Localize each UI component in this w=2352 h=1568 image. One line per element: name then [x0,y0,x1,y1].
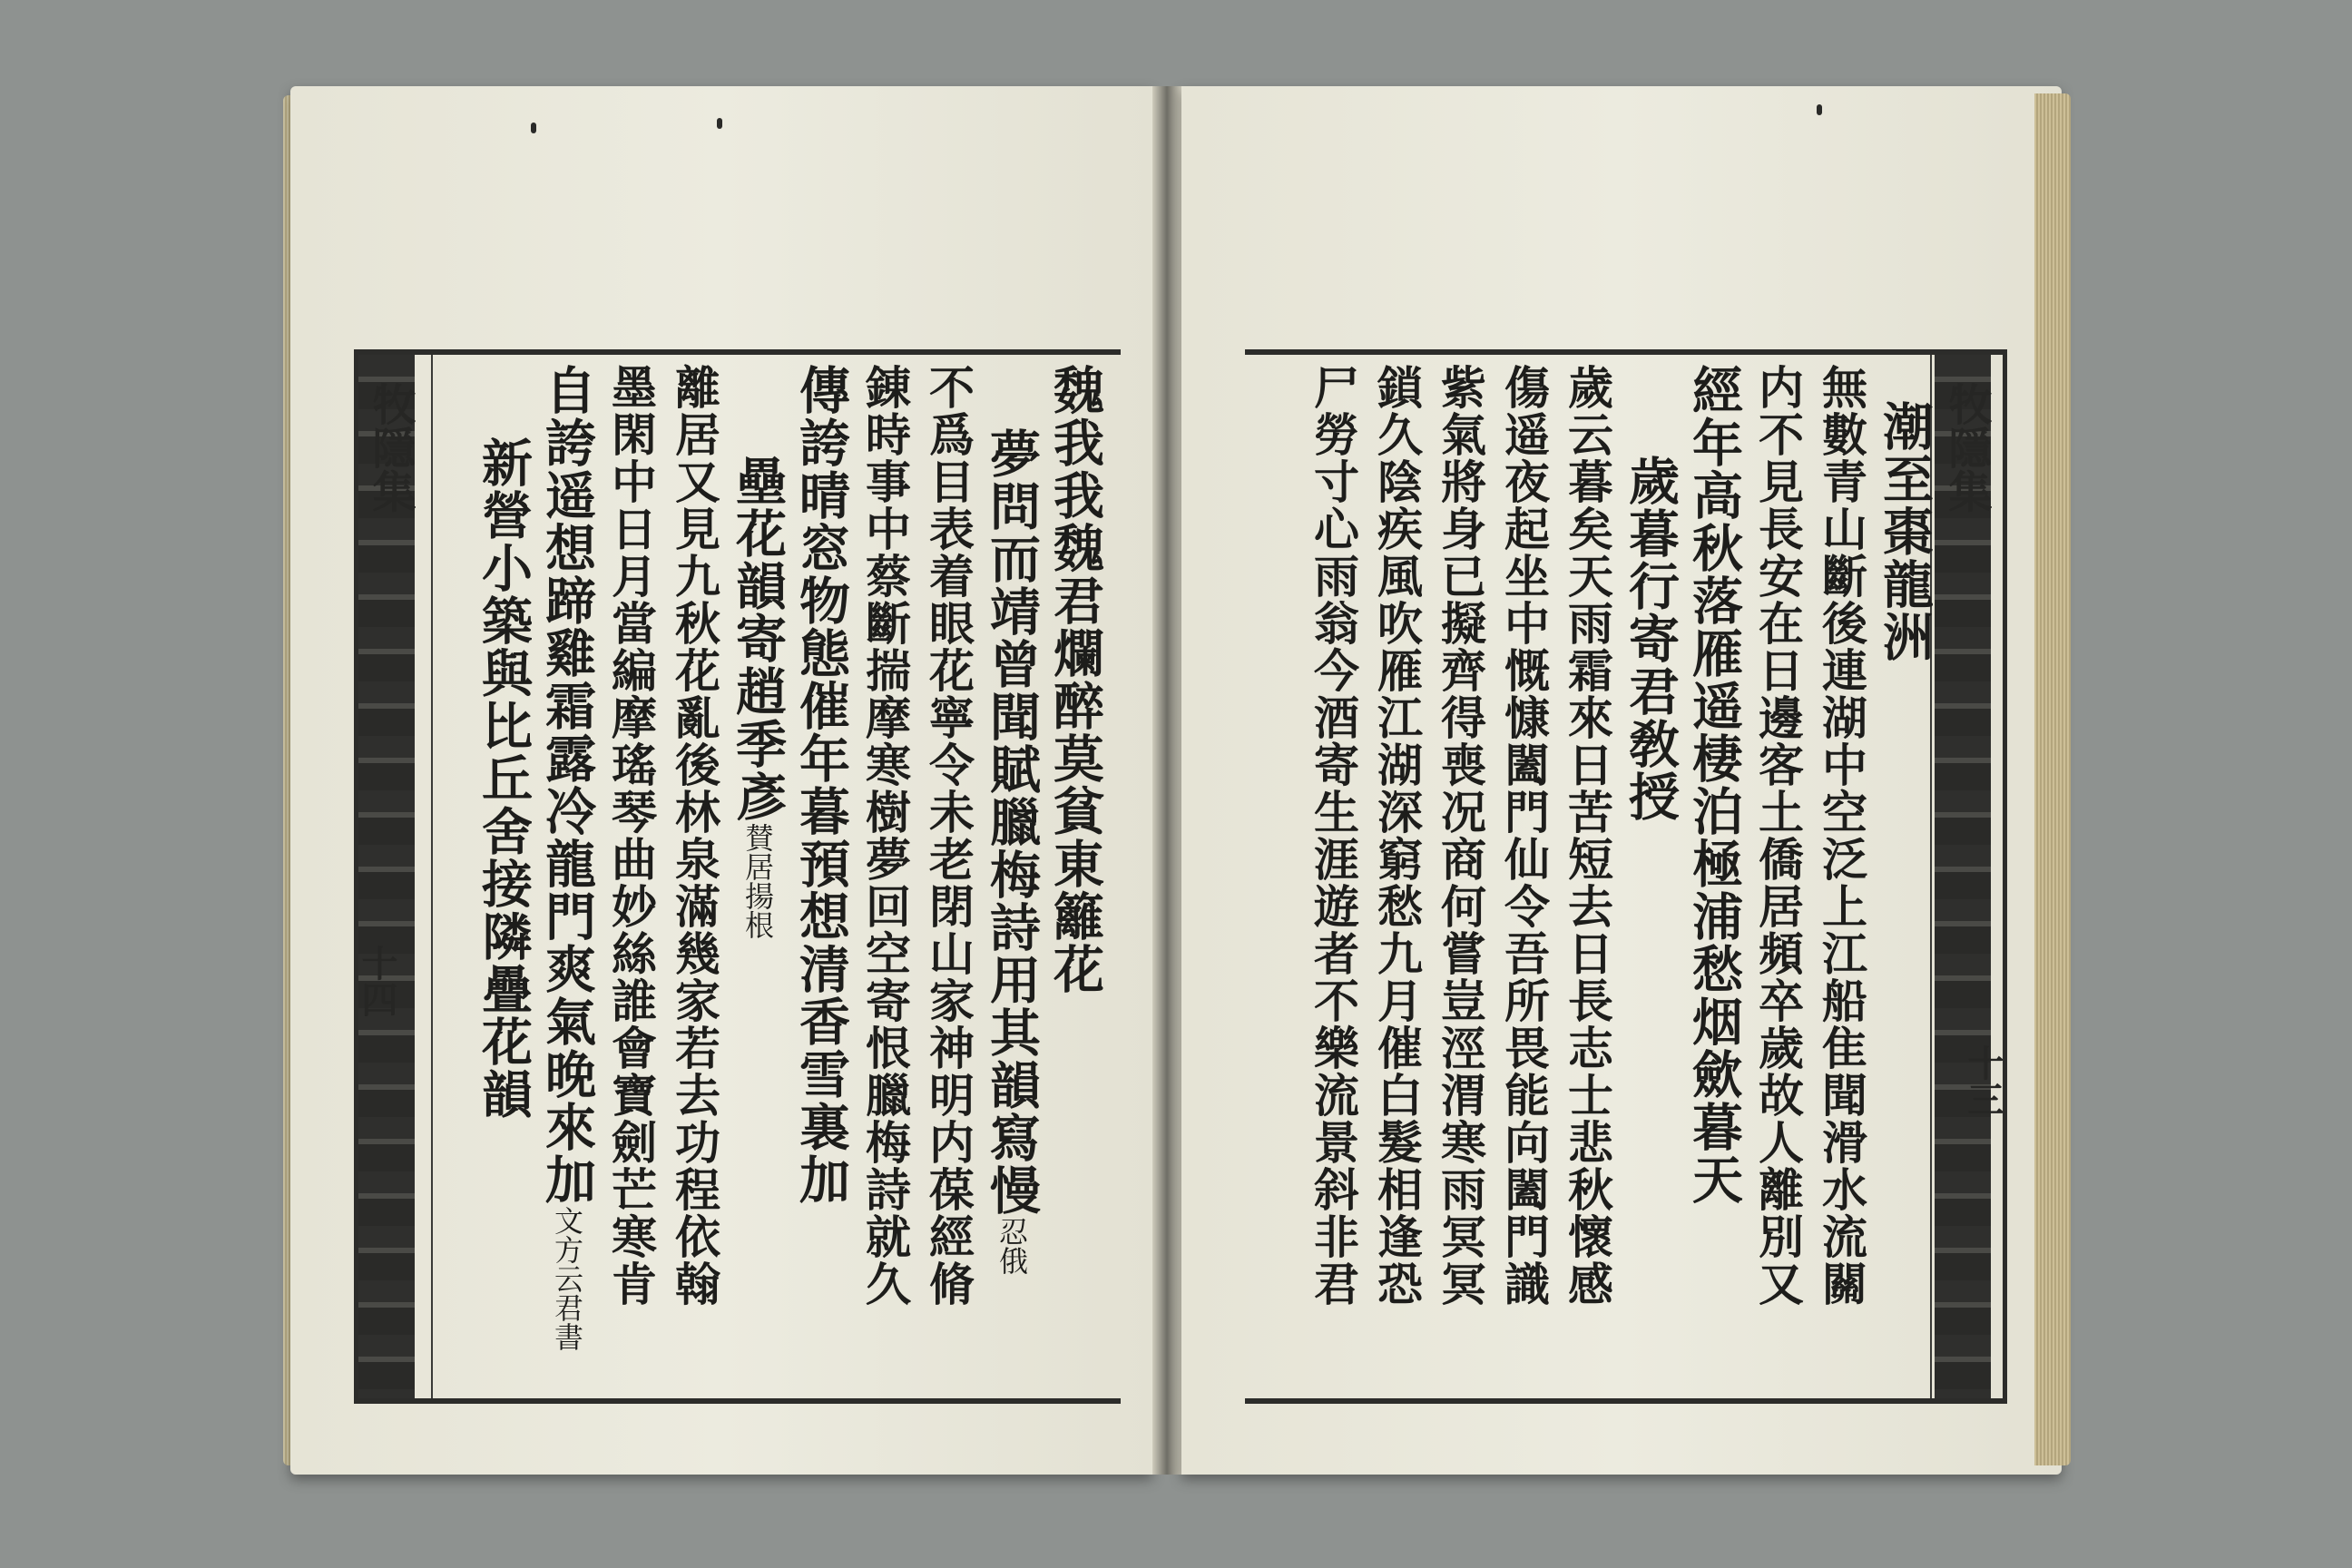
column-text: 壘花韻寄趙季彥 [728,455,788,823]
column-text: 鎖久陰疾風吹雁江湖深窮愁九月催白髮相逢恐 [1370,364,1424,1308]
text-column-2 [1812,355,1870,1407]
open-book [290,86,2062,1475]
ink-mark [717,118,722,129]
text-column-1 [1046,355,1104,1407]
column-rule [431,355,433,1398]
column-text: 紫氣將身已擬齊得喪况商何嘗豈涇渭寒雨冥冥 [1434,364,1487,1308]
left-page [290,86,1152,1475]
column-text: 内不見長安在日邊客土僑居頻卒歲故人離別又 [1751,364,1805,1308]
column-text: 墨閑中日月當編摩瑤琴曲妙絲誰會寶劍芒寒肯 [604,364,658,1308]
text-column-6 [729,355,787,1407]
text-column-3 [1749,355,1807,1407]
column-note: 賛居揚根 [740,823,775,939]
book-gutter [1152,86,1181,1475]
text-column-5 [1622,355,1680,1407]
page-edges-right [2034,93,2071,1465]
text-column-6 [1558,355,1616,1407]
text-column-3 [919,355,977,1407]
ink-mark [1817,104,1822,115]
text-column-7 [1494,355,1553,1407]
column-text: 傳誇晴窓物態催年暮預想清香雪裏加 [791,364,851,1206]
text-column-10 [1304,355,1362,1407]
column-text: 尸勞寸心雨翁今酒寄生涯遊者不樂流景斜非君 [1307,364,1360,1308]
column-text: 自誇遥想蹄雞霜露冷龍門爽氣晚來加 [537,364,597,1206]
column-text: 離居又見九秋花亂後林泉滿幾家若去功程依翰 [668,364,721,1308]
text-column-8 [1431,355,1489,1407]
text-column-4 [856,355,914,1407]
text-column-1 [1876,355,1934,1407]
column-text: 潮至棗龍洲 [1875,400,1935,663]
text-column-2 [983,355,1041,1407]
column-text: 經年高秋落雁遥棲泊極浦愁烟歛暮天 [1684,364,1744,1206]
right-text-frame [1245,349,2007,1404]
text-column-4 [1685,355,1743,1407]
column-text: 歲暮行寄君敎授 [1621,455,1681,823]
text-column-8 [602,355,660,1407]
column-note: 忍俄 [995,1217,1029,1275]
left-margin-title: 牧隱集 [365,382,416,513]
left-page-number: 十四 [356,945,398,1017]
text-column-10 [475,355,533,1407]
text-column-5 [792,355,850,1407]
text-column-9 [1367,355,1426,1407]
right-page [1181,86,2062,1475]
column-note: 文方云君書 [550,1206,584,1351]
text-column-7 [665,355,723,1407]
left-text-frame [354,349,1121,1404]
column-text: 魏我我魏君爛醉莫貧東籬花 [1045,364,1105,995]
column-text: 錬時事中蔡斷揣摩寒樹夢回空寄恨臘梅詩就久 [858,364,912,1308]
column-text: 傷遥夜起坐中慨慷闔門仙令吾所畏能向闔門識 [1497,364,1551,1308]
text-column-9 [538,355,596,1407]
right-margin-title: 牧隱集 [1941,382,1992,513]
column-text: 新營小築與比丘舍接隣疊花韻 [474,436,534,1121]
ink-mark [531,122,536,133]
right-page-number: 十三 [1962,1044,2004,1117]
column-text: 夢問而靖曾聞賦臘梅詩用其韻寫慢 [982,427,1042,1217]
column-text: 歲云暮矣天雨霜來日苦短去日長志士悲秋懷感 [1561,364,1614,1308]
column-text: 無數青山斷後連湖中空泛上江船隹聞滑水流關 [1815,364,1868,1308]
column-text: 不爲目表着眼花寧令未老閉山家神明内葆經脩 [922,364,975,1308]
